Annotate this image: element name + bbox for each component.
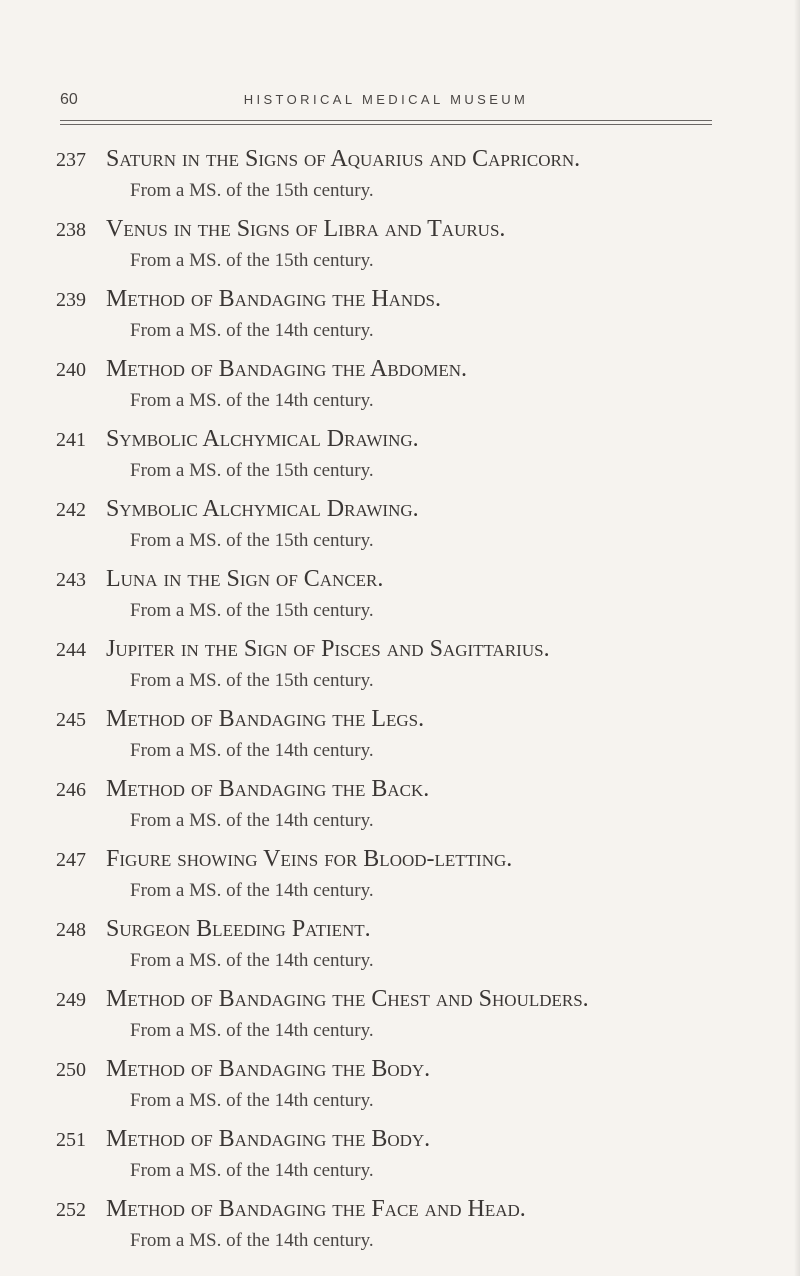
entry-title: Method of Bandaging the Chest and Shoulders. xyxy=(106,986,589,1012)
entry-source: From a MS. of the 15th century. xyxy=(130,180,374,201)
catalogue-entry xyxy=(56,704,716,767)
entry-title: Venus in the Signs of Libra and Taurus. xyxy=(106,216,506,242)
catalogue-entry xyxy=(56,494,716,557)
entry-source: From a MS. of the 14th century. xyxy=(130,880,374,901)
entry-source: From a MS. of the 14th century. xyxy=(130,1160,374,1181)
entry-title: Luna in the Sign of Cancer. xyxy=(106,566,384,592)
header-rule-double xyxy=(60,124,712,125)
entry-number: 248 xyxy=(56,919,86,941)
entry-number: 241 xyxy=(56,429,86,451)
entry-title: Symbolic Alchymical Drawing. xyxy=(106,426,419,452)
entry-title: Method of Bandaging the Hands. xyxy=(106,286,441,312)
header-rule xyxy=(60,120,712,121)
header-title: HISTORICAL MEDICAL MUSEUM xyxy=(243,92,529,107)
entry-number: 238 xyxy=(56,219,86,241)
catalogue-entry xyxy=(56,424,716,487)
entry-number: 244 xyxy=(56,639,86,661)
entry-number: 243 xyxy=(56,569,86,591)
entry-source: From a MS. of the 15th century. xyxy=(130,460,374,481)
entry-source: From a MS. of the 14th century. xyxy=(130,390,374,411)
entry-title: Method of Bandaging the Back. xyxy=(106,776,430,802)
entry-title: Method of Bandaging the Body. xyxy=(106,1056,431,1082)
entry-source: From a MS. of the 15th century. xyxy=(130,600,374,621)
entry-number: 249 xyxy=(56,989,86,1011)
catalogue-entry xyxy=(56,564,716,627)
catalogue-entry xyxy=(56,1194,716,1257)
catalogue-entry xyxy=(56,284,716,347)
entry-source: From a MS. of the 14th century. xyxy=(130,320,374,341)
entry-number: 242 xyxy=(56,499,86,521)
catalogue-entry xyxy=(56,354,716,417)
catalogue-entry xyxy=(56,1054,716,1117)
entry-number: 239 xyxy=(56,289,86,311)
catalogue-entry xyxy=(56,214,716,277)
entry-title: Surgeon Bleeding Patient. xyxy=(106,916,371,942)
entry-source: From a MS. of the 15th century. xyxy=(130,250,374,271)
entry-number: 247 xyxy=(56,849,86,871)
entry-title: Figure showing Veins for Blood-letting. xyxy=(106,846,513,872)
page-edge xyxy=(794,0,800,1276)
catalogue-entries xyxy=(56,144,716,1264)
entry-source: From a MS. of the 14th century. xyxy=(130,1230,374,1251)
catalogue-entry xyxy=(56,914,716,977)
entry-number: 250 xyxy=(56,1059,86,1081)
entry-source: From a MS. of the 14th century. xyxy=(130,740,374,761)
catalogue-entry xyxy=(56,984,716,1047)
entry-source: From a MS. of the 14th century. xyxy=(130,950,374,971)
entry-number: 246 xyxy=(56,779,86,801)
catalogue-entry xyxy=(56,844,716,907)
entry-number: 252 xyxy=(56,1199,86,1221)
entry-title: Method of Bandaging the Abdomen. xyxy=(106,356,467,382)
catalogue-entry xyxy=(56,774,716,837)
entry-source: From a MS. of the 14th century. xyxy=(130,1020,374,1041)
entry-number: 251 xyxy=(56,1129,86,1151)
entry-title: Method of Bandaging the Legs. xyxy=(106,706,425,732)
entry-title: Jupiter in the Sign of Pisces and Sagittarius. xyxy=(106,636,550,662)
entry-title: Symbolic Alchymical Drawing. xyxy=(106,496,419,522)
entry-number: 245 xyxy=(56,709,86,731)
entry-title: Saturn in the Signs of Aquarius and Capricorn. xyxy=(106,146,581,172)
entry-number: 237 xyxy=(56,149,86,171)
catalogue-entry xyxy=(56,144,716,207)
page-number: 60 xyxy=(60,91,78,108)
entry-source: From a MS. of the 15th century. xyxy=(130,670,374,691)
catalogue-entry xyxy=(56,1124,716,1187)
entry-source: From a MS. of the 14th century. xyxy=(130,1090,374,1111)
entry-title: Method of Bandaging the Face and Head. xyxy=(106,1196,526,1222)
entry-title: Method of Bandaging the Body. xyxy=(106,1126,431,1152)
entry-source: From a MS. of the 15th century. xyxy=(130,530,374,551)
entry-source: From a MS. of the 14th century. xyxy=(130,810,374,831)
catalogue-entry xyxy=(56,634,716,697)
entry-number: 240 xyxy=(56,359,86,381)
running-head xyxy=(60,88,712,118)
